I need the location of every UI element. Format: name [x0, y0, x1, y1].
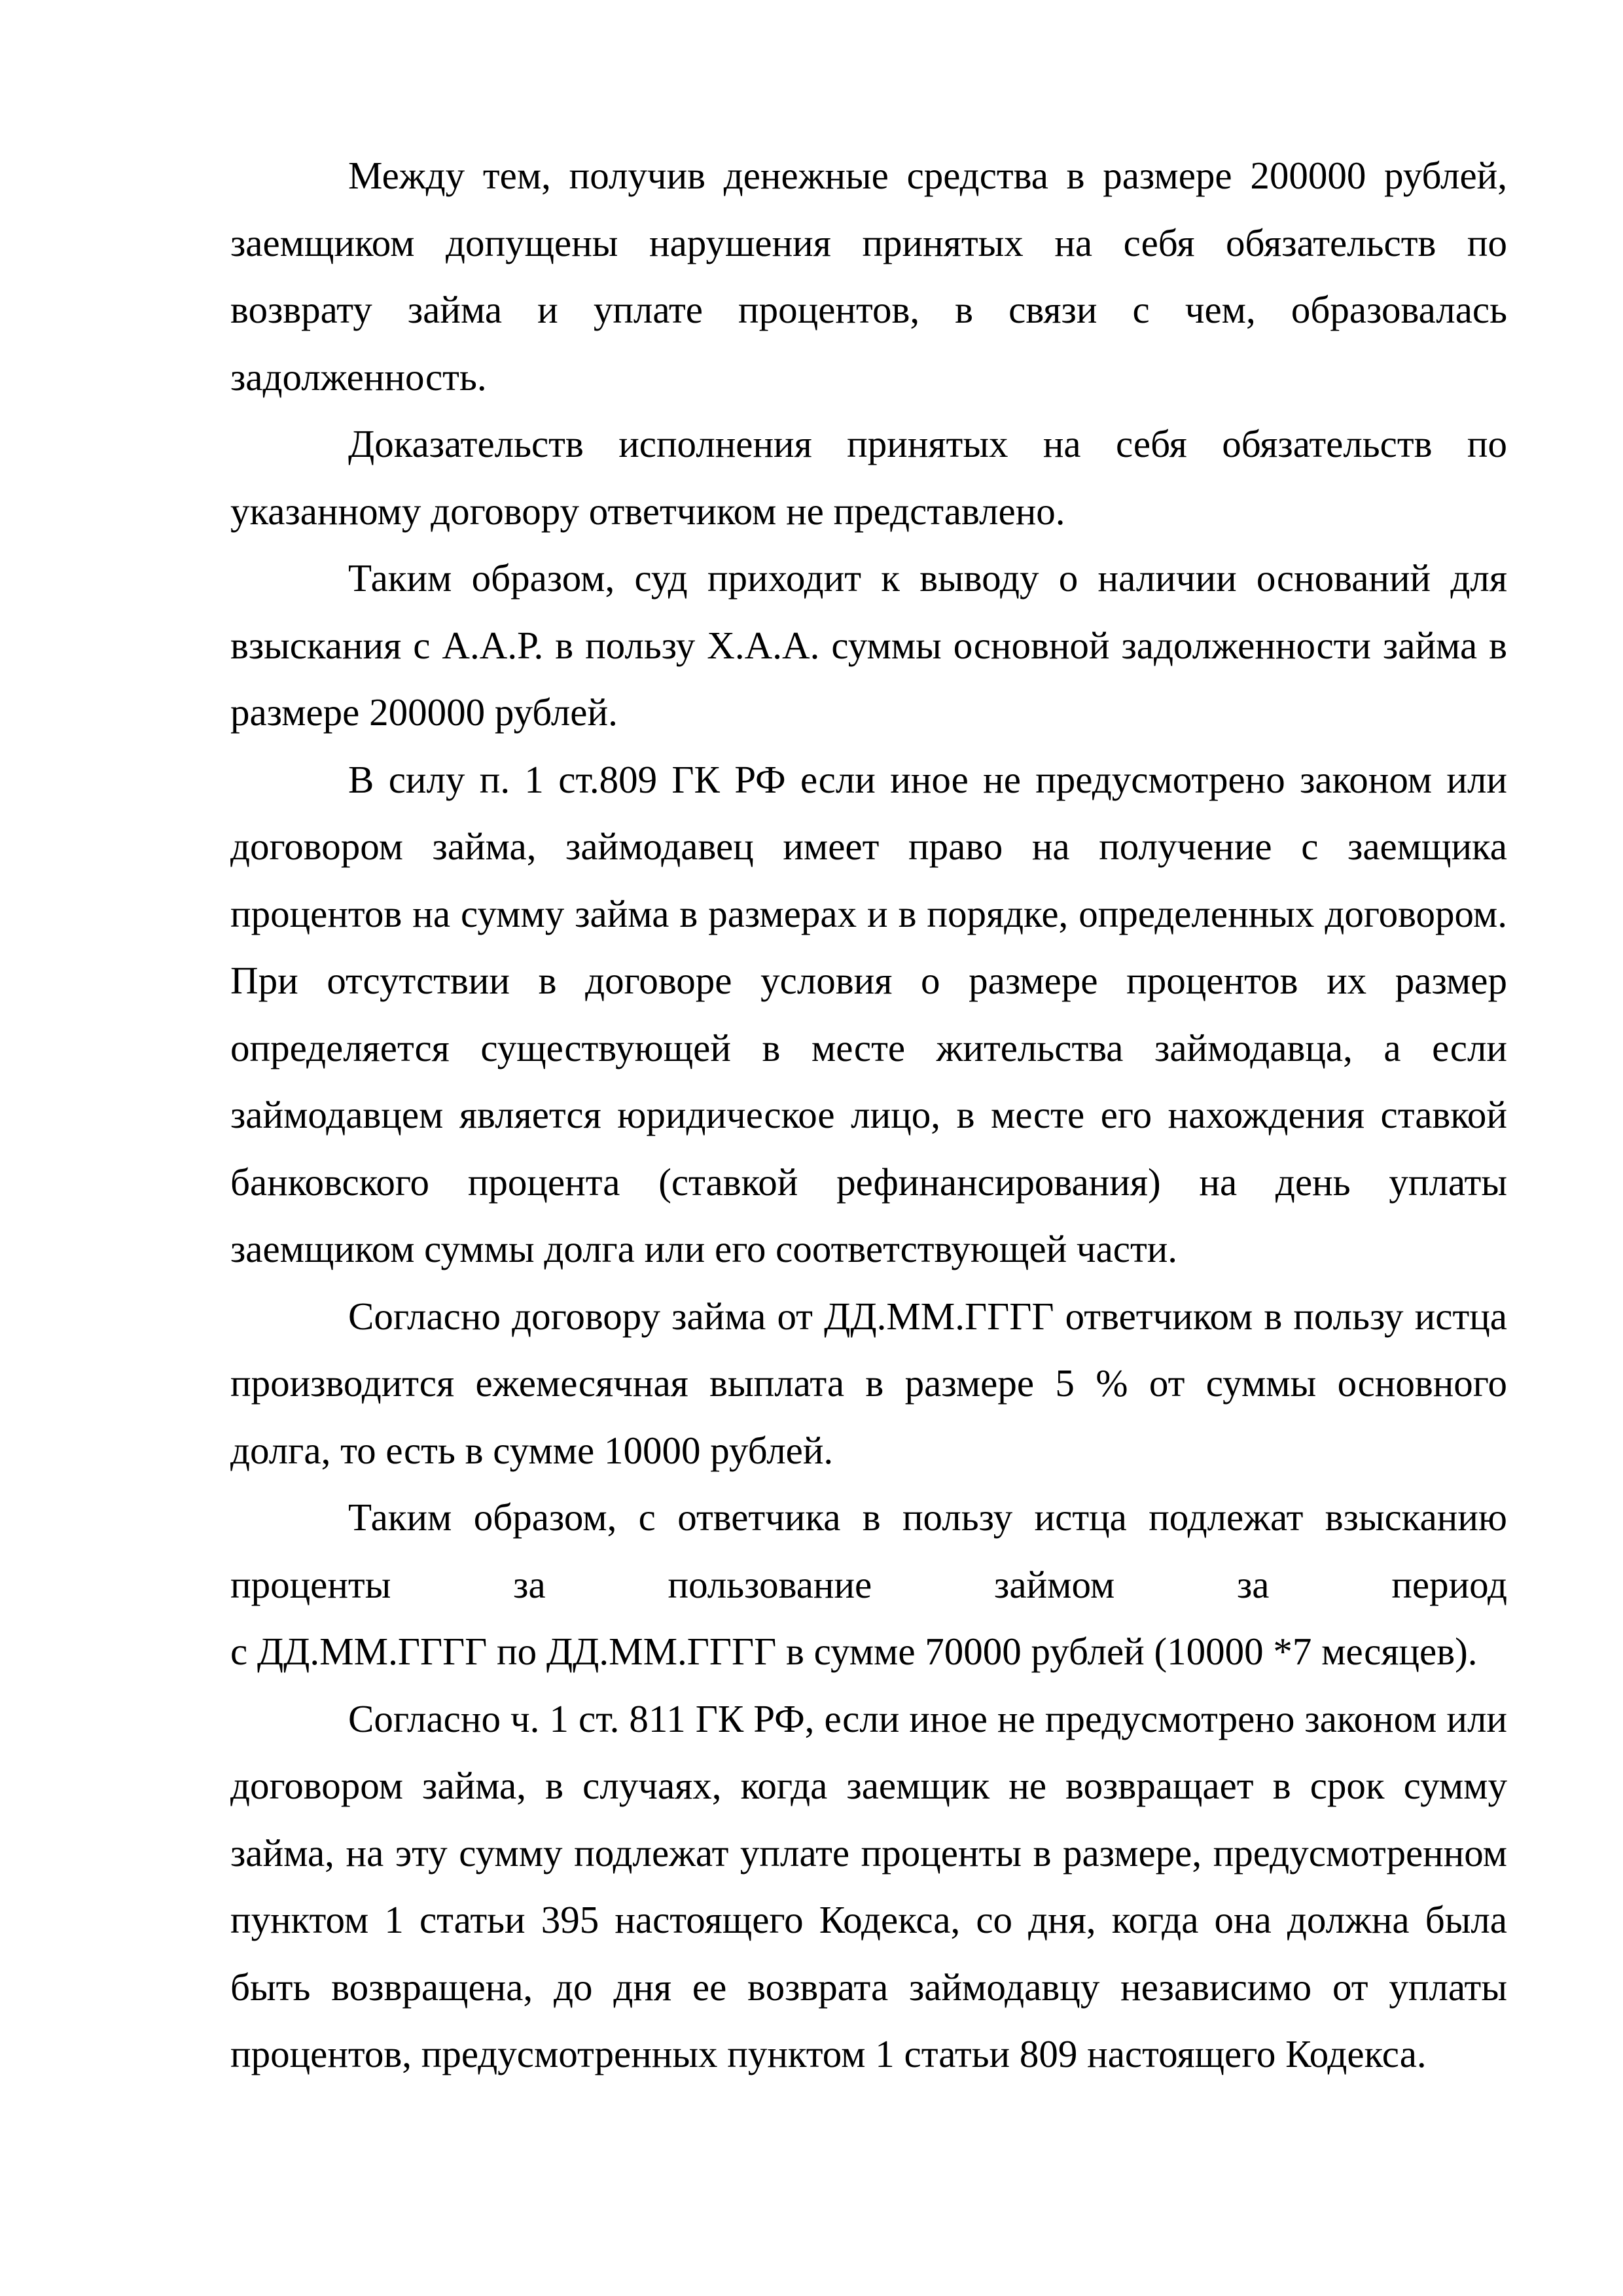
- text-line: займа, на эту сумму подлежат уплате проценты в размере, предусмотренном: [230, 1831, 1507, 1874]
- text-line: взыскания с А.А.Р. в пользу Х.А.А. суммы основной задолженности займа в: [230, 623, 1507, 667]
- text-line: быть возвращена, до дня ее возврата займодавцу независимо от уплаты: [230, 1965, 1507, 2009]
- text-line: пунктом 1 статьи 395 настоящего Кодекса, со дня, когда она должна была: [230, 1898, 1507, 1941]
- text-line: задолженность.: [230, 355, 487, 399]
- text-line: процентов, предусмотренных пунктом 1 статьи 809 настоящего Кодекса.: [230, 2032, 1427, 2075]
- text-line: Таким образом, суд приходит к выводу о наличии оснований для: [348, 556, 1507, 600]
- text-line: договором займа, займодавец имеет право на получение с заемщика: [230, 825, 1507, 868]
- text-line: с ДД.ММ.ГГГГ по ДД.ММ.ГГГГ в сумме 70000 рублей (10000 *7 месяцев).: [230, 1630, 1478, 1673]
- text-line: проценты за пользование займом за период: [230, 1562, 1507, 1606]
- text-line: Доказательств исполнения принятых на себя обязательств по: [348, 422, 1507, 465]
- text-line: заемщиком допущены нарушения принятых на себя обязательств по: [230, 221, 1507, 264]
- text-line: указанному договору ответчиком не представлено.: [230, 489, 1065, 533]
- text-line: займодавцем является юридическое лицо, в месте его нахождения ставкой: [230, 1093, 1507, 1136]
- text-line: долга, то есть в сумме 10000 рублей.: [230, 1428, 834, 1472]
- paragraph: [230, 746, 1507, 1283]
- text-line: возврату займа и уплате процентов, в связи с чем, образовалась: [230, 288, 1507, 331]
- document-text-block: [230, 142, 1507, 2088]
- paragraph: [230, 1283, 1507, 1484]
- text-line: банковского процента (ставкой рефинансирования) на день уплаты: [230, 1160, 1507, 1204]
- text-line: В силу п. 1 ст.809 ГК РФ если иное не предусмотрено законом или: [348, 757, 1507, 801]
- text-line: При отсутствии в договоре условия о размере процентов их размер: [230, 959, 1507, 1002]
- text-line: заемщиком суммы долга или его соответствующей части.: [230, 1227, 1178, 1270]
- text-line: производится ежемесячная выплата в размере 5 % от суммы основного: [230, 1361, 1507, 1405]
- text-line: Между тем, получив денежные средства в размере 200000 рублей,: [348, 154, 1507, 197]
- text-line: Таким образом, с ответчика в пользу истца подлежат взысканию: [348, 1496, 1507, 1539]
- text-line: размере 200000 рублей.: [230, 691, 618, 734]
- paragraph: [230, 410, 1507, 545]
- paragraph: [230, 545, 1507, 746]
- text-line: Согласно договору займа от ДД.ММ.ГГГГ ответчиком в пользу истца: [348, 1294, 1507, 1338]
- text-line: процентов на сумму займа в размерах и в порядке, определенных договором.: [230, 891, 1507, 935]
- paragraph: [230, 1484, 1507, 1685]
- text-line: Согласно ч. 1 ст. 811 ГК РФ, если иное не предусмотрено законом или: [348, 1696, 1507, 1740]
- text-line: определяется существующей в месте жительства займодавца, а если: [230, 1026, 1507, 1069]
- paragraph: [230, 1685, 1507, 2088]
- text-line: договором займа, в случаях, когда заемщик не возвращает в срок сумму: [230, 1764, 1507, 1807]
- paragraph: [230, 142, 1507, 410]
